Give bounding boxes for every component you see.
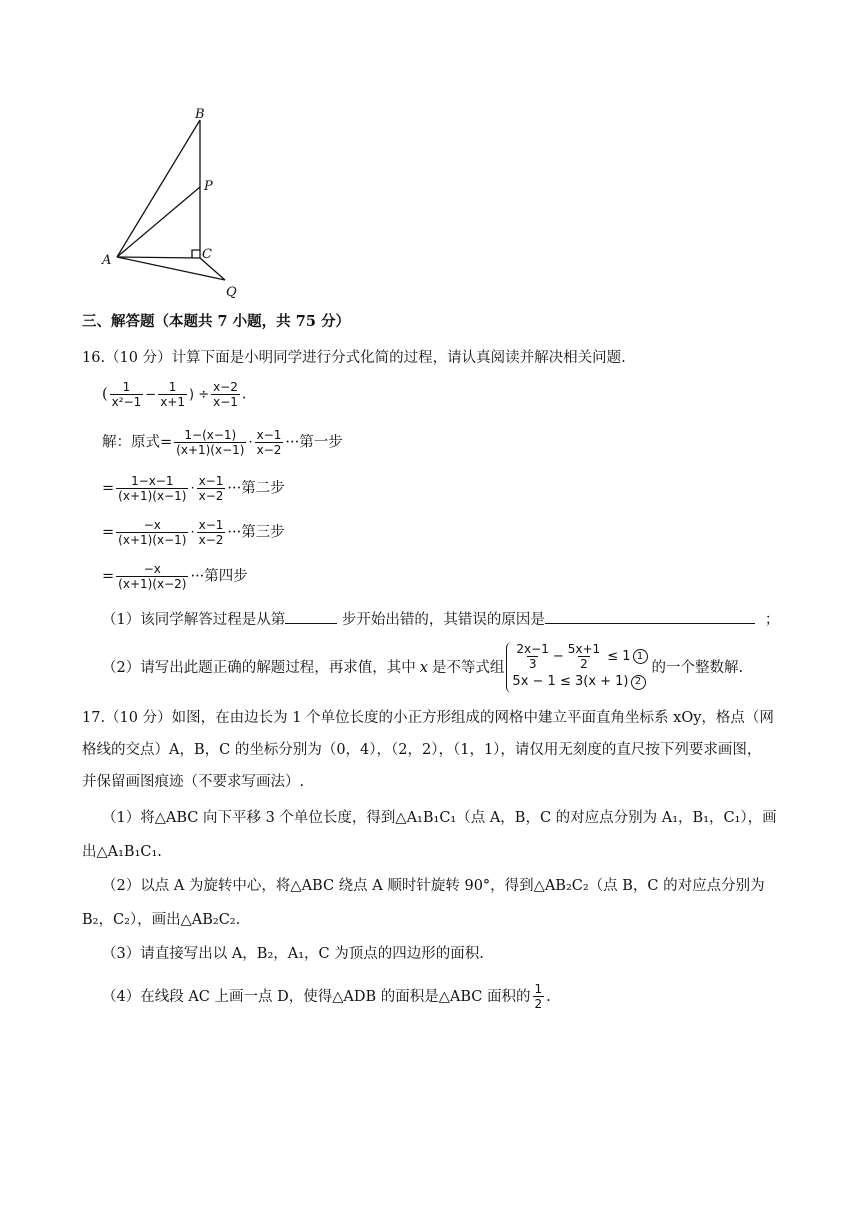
triangle-figure: [95, 100, 255, 305]
q17-part-2-line-2: B₂，C₂），画出△AB₂C₂.: [82, 912, 241, 928]
q16-expression: ( $\frac{1}{\text{x²−1}}$ − $\frac{1}{x+1}$ ) ÷ $\frac{x-2}{x-1}$ .: [102, 380, 247, 409]
q17-line-1: 17.（10 分）如图，在由边长为 1 个单位长度的小正方形组成的网格中建立平面直角坐标系 xOy，格点（网: [82, 710, 774, 726]
q16-part-2: （2）请写出此题正确的解题过程，再求值，其中 x 是不等式组 $\frac{2x-1}{3}$ − $\frac{5x+1}{2}$ ≤ 1 1 5x − 1 ≤ 3(x + 1) 2 的一个整数解.: [102, 642, 743, 693]
q17-part-3: （3）请直接写出以 A，B₂，A₁，C 为顶点的四边形的面积.: [102, 946, 484, 962]
segment-ab: [117, 120, 200, 257]
q17-part-2-line-1: （2）以点 A 为旋转中心，将△ABC 绕点 A 顺时针旋转 90°，得到△AB₂C₂（点 B，C 的对应点分别为: [102, 878, 765, 894]
segment-ac: [117, 257, 200, 258]
section-heading: 三、解答题（本题共 7 小题，共 75 分）: [82, 313, 350, 330]
q16-step-3: = $\frac{-x}{(x+1)(x-1)}$ · $\frac{x-1}{x-2}$ ···第三步: [102, 518, 285, 547]
label-c: C: [202, 247, 212, 262]
q17-line-2: 格线的交点）A，B，C 的坐标分别为（0，4），（2，2），（1，1），请仅用无刻度的直尺按下列要求画图，: [82, 742, 762, 758]
q16-step-4: = $\frac{-x}{(x+1)(x-2)}$ ···第四步: [102, 562, 248, 591]
q17-part-4: （4）在线段 AC 上画一点 D，使得△ADB 的面积是△ABC 面积的 $\frac{1}{2}$ .: [102, 982, 551, 1011]
q16-intro: 16.（10 分）计算下面是小明同学进行分式化简的过程，请认真阅读并解决相关问题.: [82, 350, 626, 366]
segment-ap: [117, 187, 200, 257]
q16-step-1: 解：原式= $\frac{1-(x-1)}{(x+1)(x-1)}$ · $\frac{x-1}{x-2}$ ···第一步: [102, 428, 343, 457]
q16-part-1: （1）该同学解答过程是从第 步开始出错的，其错误的原因是 ；: [102, 608, 779, 630]
answer-blank-reason[interactable]: [545, 608, 755, 624]
label-a: A: [102, 253, 112, 268]
q17-line-3: 并保留画图痕迹（不要求写画法）.: [82, 774, 305, 790]
answer-blank-step[interactable]: [285, 608, 337, 624]
q16-step-2: = $\frac{1-x-1}{(x+1)(x-1)}$ · $\frac{x-1}{x-2}$ ···第二步: [102, 474, 285, 503]
label-b: B: [195, 107, 205, 122]
right-angle-mark: [192, 250, 200, 258]
q17-part-1-line-1: （1）将△ABC 向下平移 3 个单位长度，得到△A₁B₁C₁（点 A，B，C 的对应点分别为 A₁，B₁，C₁），画: [102, 810, 777, 826]
label-p: P: [204, 179, 213, 194]
q17-part-1-line-2: 出△A₁B₁C₁.: [82, 844, 162, 860]
label-q: Q: [226, 285, 237, 300]
inequality-system: $\frac{2x-1}{3}$ − $\frac{5x+1}{2}$ ≤ 1 1 5x − 1 ≤ 3(x + 1) 2: [506, 642, 647, 693]
